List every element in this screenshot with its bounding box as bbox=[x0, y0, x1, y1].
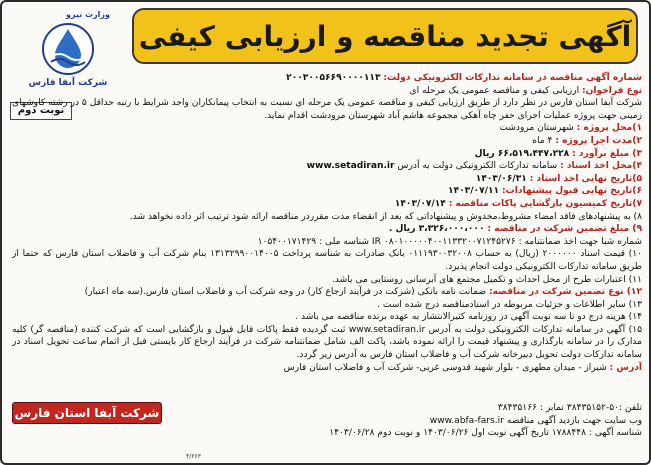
title-band bbox=[132, 8, 638, 64]
item-12 bbox=[12, 286, 642, 299]
company-banner: شرکت آبفا استان فارس bbox=[12, 402, 162, 424]
item-13: ۱۳) سایر اطلاعات و جزئیات مربوطه در اسنادمناقصه درج شده است . bbox=[377, 299, 642, 310]
item-12-label: ۱۲) نوع تضمین شرکت در مناقصه: bbox=[488, 287, 642, 298]
footer-info bbox=[172, 402, 642, 462]
item-3 bbox=[12, 148, 642, 161]
ministry-name: وزارت نیرو bbox=[66, 10, 110, 19]
notice-id-line: شناسه آگهی : ۱۷۸۸۴۴۸ تاریخ آگهی نوبت اول ۱۴۰۳/۰۶/۲۶ و نوبت دوم ۱۴۰۳/۰۶/۲۸ bbox=[329, 428, 642, 439]
item-4-url[interactable]: www.setadiran.ir bbox=[306, 161, 395, 172]
second-round-badge: نوبت دوم bbox=[10, 102, 72, 120]
tender-number-line bbox=[12, 72, 642, 85]
call-type-value: ارزیابی کیفی و مناقصه عمومی یک مرحله ای bbox=[409, 85, 580, 96]
call-type-line bbox=[12, 85, 642, 98]
notice-body bbox=[12, 72, 642, 404]
intro-paragraph: شرکت آبفا استان فارس در نظر دارد از طریق ارزیابی کیفی و مناقصه عمومی یک مرحله ای نسبت به انتخاب پیمانکاران واجد شرایط با رتبه حداقل ۵ در رشته کاوشهای زمینی جهت پروژه عملیات اجرای حفر چاه آهکی مجموعه هاشم آباد شهرستان مرودشت اقدام نماید. bbox=[11, 98, 642, 121]
address-line bbox=[12, 362, 642, 375]
water-drop-emblem-icon bbox=[37, 21, 99, 77]
tender-number-value: ۲۰۰۳۰۰۵۶۶۹۰۰۰۰۱۱۳ bbox=[286, 73, 381, 83]
item-11: ۱۱) اعتبارات طرح از محل احداث و تکمیل مجتمع های آبرسانی روستایی می باشد. bbox=[331, 274, 642, 285]
phone-line: تلفن :۵۰-۳۸۴۳۵۱۵۲ نمابر : ۳۸۴۳۵۱۶۶ bbox=[497, 403, 642, 413]
item-1-value: شهرستان مرودشت bbox=[499, 123, 574, 134]
call-type-label: نوع فراخوان: bbox=[582, 85, 642, 96]
item-7-label: ۷)تاریخ کمیسیون بازگشایی پاکات مناقصه : bbox=[448, 198, 642, 209]
item-5 bbox=[12, 173, 642, 186]
item-9-label: ۹) مبلغ تضمین شرکت در مناقصه : bbox=[487, 224, 642, 235]
item-7-value: ۱۴۰۳/۰۷/۱۴ bbox=[394, 198, 446, 209]
item-1-label: ۱)محل پروژه : bbox=[576, 123, 642, 134]
address-label: آدرس : bbox=[609, 362, 642, 373]
item-3-value: ۶۶،۵۱۹،۴۴۷،۲۲۸ ریال bbox=[474, 148, 570, 159]
item-1 bbox=[12, 122, 642, 135]
website-line[interactable]: وب سایت جهت بازدید آگهی مناقصه www.abfa-fars.ir bbox=[429, 415, 642, 426]
item-6-label: ۶)تاریخ نهایی قبول پیشنهادات: bbox=[501, 186, 642, 197]
item-2 bbox=[12, 135, 642, 148]
item-15: ۱۵) آگهی در سامانه تدارکات الکترونیکی دولت به آدرس www.setadiran.ir ثبت گردیده فقط پاکات قابل قبول و بازگشایی است که شرکت کننده (مناقصه گر) کلیه مدارک را در سامانه بارگذاری و پیشنهاد قیمت را ارائه نموده باشد، پاکت الف شامل ضمانتنامه شرکت در فرآیند ارجاع کار بایستی قبل از اتمام ساعت تحویل اسناد در سامانه تدارکات دولت تحویل دبیرخانه شرکت آب و فاضلاب استان فارس به آدرس زیر گردد. bbox=[12, 324, 642, 361]
item-4-value: سامانه تدارکات الکترونیکی دولت به آدرس bbox=[397, 161, 558, 172]
item-4 bbox=[12, 160, 642, 173]
item-10: ۱۰) قیمت اسناد ۲۰۰۰۰۰۰ (ریال) به حساب ۰۱۱۱۹۳۰۰۳۲۰۰۸ بانک صادرات به شناسه پرداخت ۱۳۱۳۲۹۹۰۰۱۴۰۰۵ بنام شرکت آب و فاضلاب استان فارس که حتما از طریق سامانه تدارکات الکترونیکی دولت انجام پذیرد. bbox=[12, 249, 642, 272]
tender-number-label: شماره آگهی مناقصه در سامانه تدارکات الکترونیکی دولت: bbox=[383, 73, 642, 83]
logo-company-name: شرکت آبفا فارس bbox=[28, 78, 108, 88]
item-7 bbox=[12, 198, 642, 211]
item-8: ۸) به پیشنهادهای فاقد امضاء مشروط،مخدوش و پیشنهاداتی که بعد از انقضاء مدت مقرردر مناقصه ارائه شود ترتیب اثر داده نخواهد شد. bbox=[129, 211, 642, 222]
item-6 bbox=[12, 185, 642, 198]
item-14: ۱۴) هزینه درج دو تا سه نوبت آگهی در روزنامه کثیرالانتشار به عهده برنده مناقصه می باشد . bbox=[295, 312, 642, 323]
item-9-value: ۳،۳۲۶،۰۰۰،۰۰۰ ریال . bbox=[388, 224, 485, 235]
notice-title: آگهی تجدید مناقصه و ارزیابی کیفی bbox=[138, 19, 632, 53]
item-6-value: ۱۴۰۳/۰۷/۱۱ bbox=[448, 186, 500, 197]
item-5-value: ۱۴۰۳/۰۶/۳۱ bbox=[475, 173, 527, 184]
item-5-label: ۵)تاریخ نهایی اخذ اسناد : bbox=[529, 173, 642, 184]
item-2-value: ۴ ماه bbox=[532, 135, 553, 146]
item-2-label: ۲)مدت اجرا پروژه : bbox=[555, 135, 642, 146]
item-4-label: ۴)محل اخذ اسناد : bbox=[560, 161, 642, 172]
address-value: شیراز - میدان مطهری - بلوار شهید قدوسی غربی- شرکت آب و فاضلاب استان فارس bbox=[283, 362, 607, 373]
code-mark: ۴/۶۶۳ bbox=[186, 453, 201, 460]
item-12-value: ضمانت نامه بانکی (شرکت در فرآیند ارجاع کار) در وجه شرکت آب و فاضلاب استان فارس.(سه ماه اعتبار) bbox=[84, 287, 487, 298]
item-3-label: ۳) مبلغ برآورد : bbox=[572, 148, 642, 159]
sheba-line: شماره شبا جهت اخذ ضمانتنامه : IR ۰۸۰۱۰۰۰۰۰۴۰۰۱۱۳۳۲۰۰۷۱۲۴۵۲۷۶ شناسه ملی : ۱۰۵۴۰۰۱۷۱۴۲۹ bbox=[257, 236, 642, 247]
item-9 bbox=[12, 223, 642, 236]
